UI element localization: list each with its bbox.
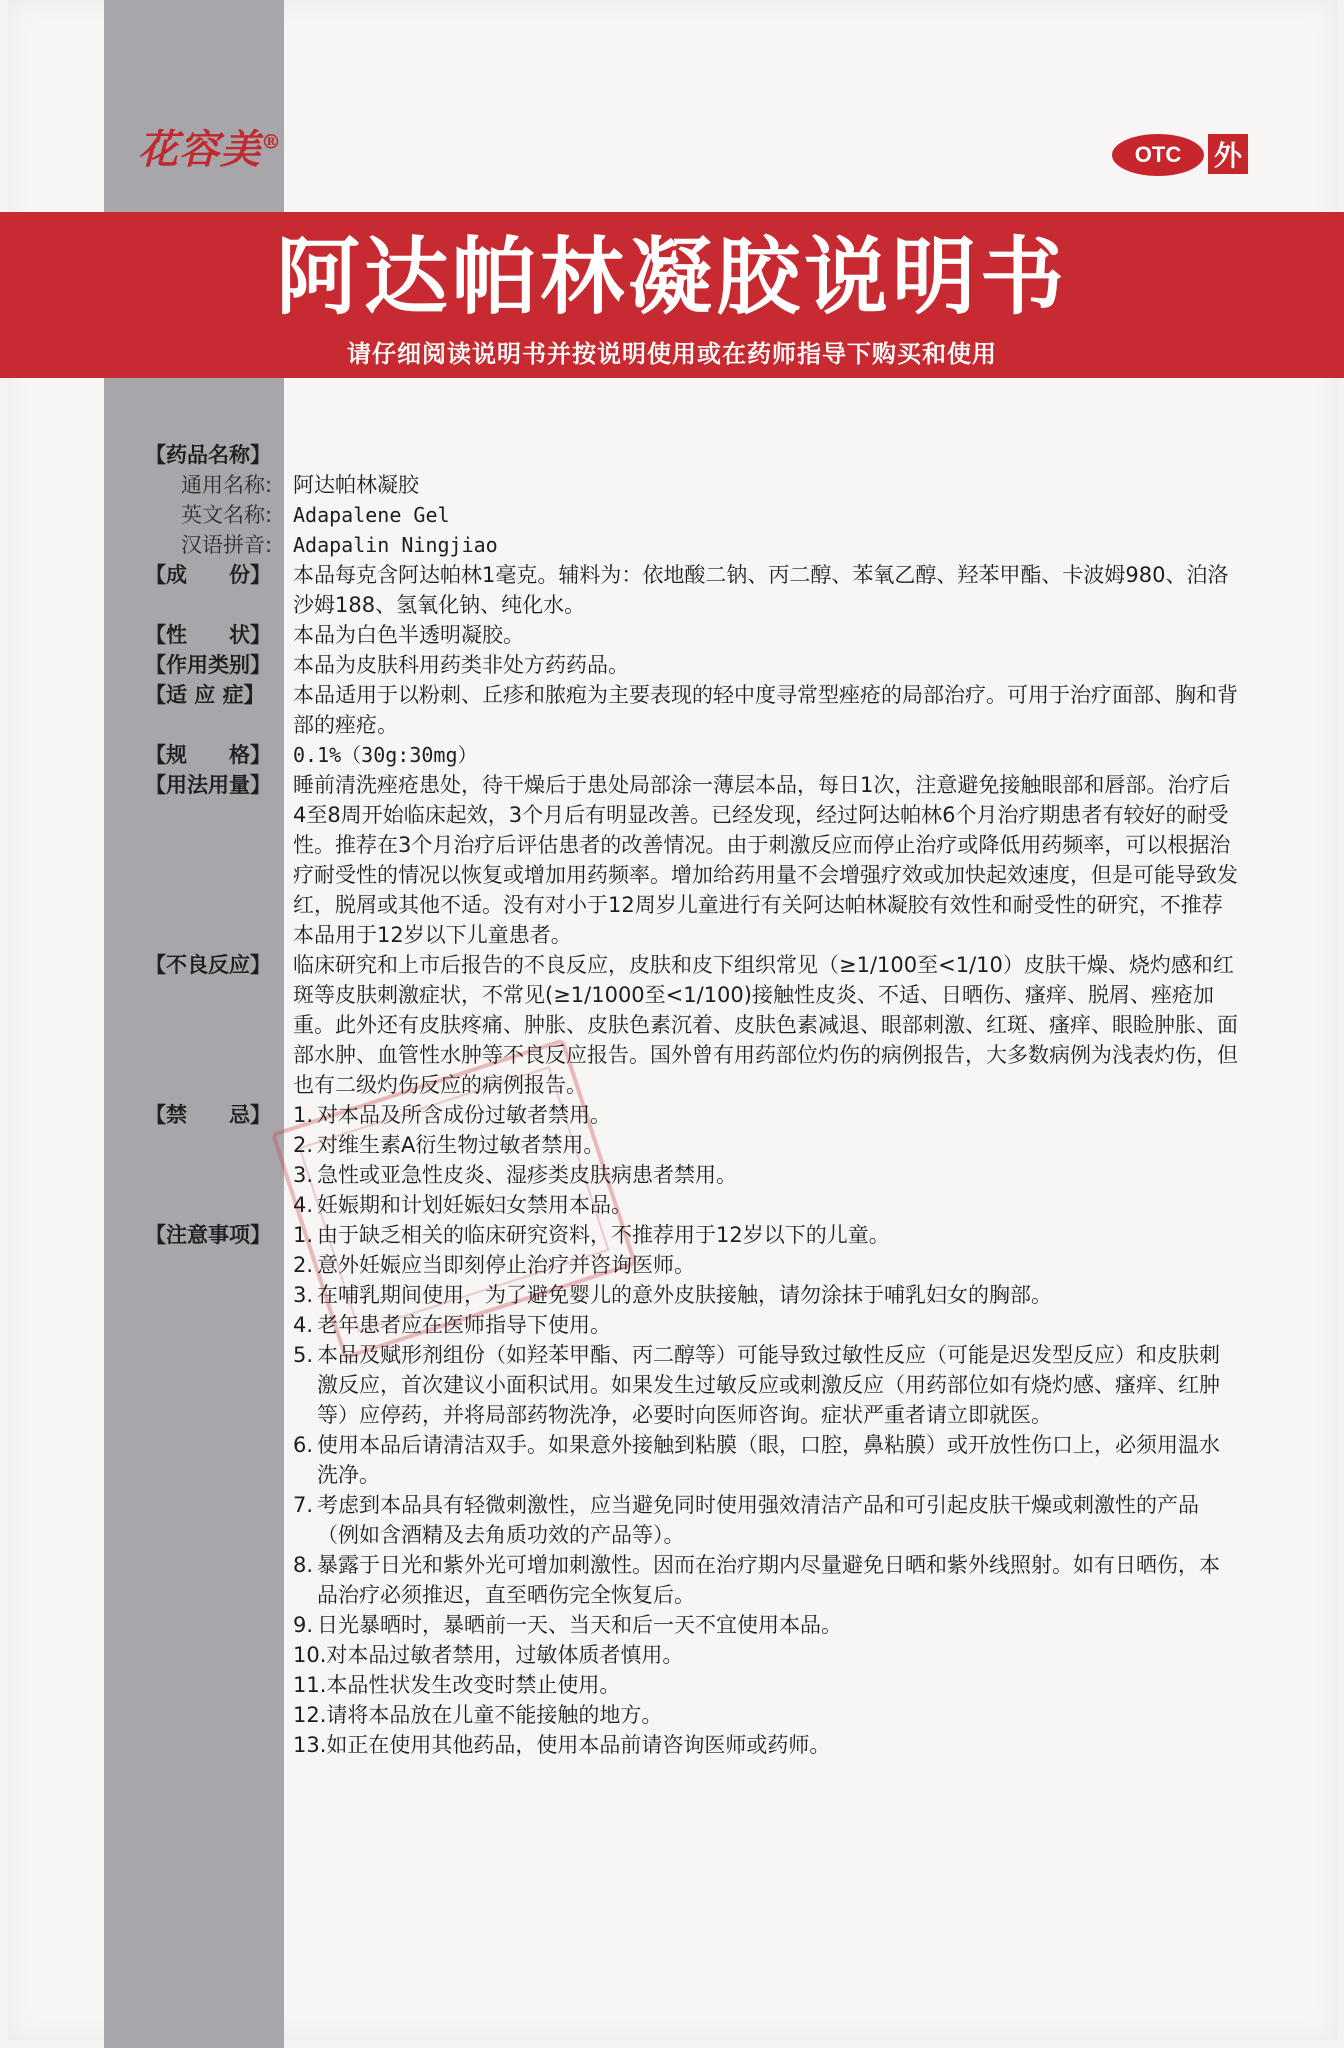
precaution-item bbox=[293, 1310, 1240, 1340]
section-ingredients bbox=[145, 560, 1240, 620]
section-label: 【禁 忌】 bbox=[145, 1103, 271, 1127]
section-contraindications bbox=[145, 1100, 1240, 1220]
precaution-item bbox=[293, 1340, 1240, 1430]
page-subtitle: 请仔细阅读说明书并按说明使用或在药师指导下购买和使用 bbox=[347, 340, 997, 368]
section-indications bbox=[145, 680, 1240, 740]
english-name-row bbox=[145, 500, 1240, 530]
list-item-number: 1. bbox=[293, 1223, 314, 1247]
brand-name: 花容美 bbox=[138, 126, 261, 173]
dosage-text: 睡前清洗痤疮患处，待干燥后于患处局部涂一薄层本品，每日1次，注意避免接触眼部和唇部。治疗后4至8周开始临床起效，3个月后有明显改善。已经发现，经过阿达帕林6个月治疗期患者有较好的耐受性。推荐在3个月治疗后评估患者的改善情况。由于刺激反应而停止治疗或降低用药频率，可以根据治疗耐受性的情况以恢复或增加用药频率。增加给药用量不会增强疗效或加快起效速度，但是可能导致发红，脱屑或其他不适。没有对小于12周岁儿童进行有关阿达帕林凝胶有效性和耐受性的研究，不推荐本品用于12岁以下儿童患者。 bbox=[293, 773, 1238, 947]
contraindication-item bbox=[293, 1130, 1240, 1160]
page-title: 阿达帕林凝胶说明书 bbox=[275, 228, 1068, 326]
section-label: 【作用类别】 bbox=[145, 653, 271, 677]
list-item-number: 2. bbox=[293, 1133, 314, 1157]
leaflet-content bbox=[145, 440, 1240, 1760]
list-item-text: 暴露于日光和紫外光可增加刺激性。因而在治疗期内尽量避免日晒和紫外线照射。如有日晒伤，本品治疗必须推迟，直至晒伤完全恢复后。 bbox=[317, 1553, 1220, 1607]
list-item-number: 1. bbox=[293, 1103, 314, 1127]
list-item-text: 日光暴晒时，暴晒前一天、当天和后一天不宜使用本品。 bbox=[317, 1613, 842, 1637]
list-item-text: 如正在使用其他药品，使用本品前请咨询医师或药师。 bbox=[326, 1733, 831, 1757]
section-category bbox=[145, 650, 1240, 680]
list-item-number: 6. bbox=[293, 1433, 314, 1457]
precaution-item bbox=[293, 1490, 1240, 1550]
section-label: 【适 应 症】 bbox=[145, 683, 265, 707]
list-item-text: 妊娠期和计划妊娠妇女禁用本品。 bbox=[317, 1193, 632, 1217]
list-item-text: 对本品及所含成份过敏者禁用。 bbox=[317, 1103, 611, 1127]
list-item-text: 对本品过敏者禁用，过敏体质者慎用。 bbox=[326, 1643, 684, 1667]
brand-logo bbox=[138, 118, 282, 175]
category-text: 本品为皮肤科用药类非处方药药品。 bbox=[293, 653, 629, 677]
section-label: 【性 状】 bbox=[145, 623, 271, 647]
precaution-item bbox=[293, 1430, 1240, 1490]
list-item-text: 请将本品放在儿童不能接触的地方。 bbox=[326, 1703, 663, 1727]
common-name-label: 通用名称: bbox=[181, 473, 273, 497]
list-item-number: 9. bbox=[293, 1613, 314, 1637]
section-label: 【成 份】 bbox=[145, 563, 271, 587]
list-item-number: 12. bbox=[293, 1703, 327, 1727]
precaution-item bbox=[293, 1250, 1240, 1280]
section-label: 【规 格】 bbox=[145, 743, 271, 767]
list-item-number: 11. bbox=[293, 1673, 327, 1697]
list-item-number: 13. bbox=[293, 1733, 327, 1757]
common-name-value: 阿达帕林凝胶 bbox=[293, 473, 419, 497]
english-name-value: Adapalene Gel bbox=[293, 503, 450, 527]
list-item-number: 3. bbox=[293, 1283, 314, 1307]
ingredients-text: 本品每克含阿达帕林1毫克。辅料为：依地酸二钠、丙二醇、苯氧乙醇、羟苯甲酯、卡波姆980、泊洛沙姆188、氢氧化钠、纯化水。 bbox=[293, 563, 1229, 617]
contraindication-item bbox=[293, 1190, 1240, 1220]
registered-mark: ® bbox=[261, 129, 282, 154]
specification-text: 0.1%（30g:30mg） bbox=[293, 743, 478, 767]
list-item-number: 4. bbox=[293, 1193, 314, 1217]
precaution-item bbox=[293, 1640, 1240, 1670]
pinyin-row bbox=[145, 530, 1240, 560]
precaution-item bbox=[293, 1610, 1240, 1640]
list-item-text: 本品及赋形剂组份（如羟苯甲酯、丙二醇等）可能导致过敏性反应（可能是迟发型反应）和皮肤刺激反应，首次建议小面积试用。如果发生过敏反应或刺激反应（用药部位如有烧灼感、瘙痒、红肿等）应停药，并将局部药物洗净，必要时向医师咨询。症状严重者请立即就医。 bbox=[317, 1343, 1220, 1427]
list-item-number: 7. bbox=[293, 1493, 314, 1517]
list-item-text: 由于缺乏相关的临床研究资料，不推荐用于12岁以下的儿童。 bbox=[317, 1223, 890, 1247]
list-item-number: 2. bbox=[293, 1253, 314, 1277]
precautions-list bbox=[293, 1220, 1240, 1760]
list-item-text: 意外妊娠应当即刻停止治疗并咨询医师。 bbox=[317, 1253, 695, 1277]
list-item-number: 8. bbox=[293, 1553, 314, 1577]
contraindication-item bbox=[293, 1160, 1240, 1190]
section-dosage bbox=[145, 770, 1240, 950]
precaution-item bbox=[293, 1730, 1240, 1760]
list-item-number: 3. bbox=[293, 1163, 314, 1187]
list-item-number: 5. bbox=[293, 1343, 314, 1367]
appearance-text: 本品为白色半透明凝胶。 bbox=[293, 623, 524, 647]
list-item-number: 4. bbox=[293, 1313, 314, 1337]
adverse-text: 临床研究和上市后报告的不良反应，皮肤和皮下组织常见（≥1/100至<1/10）皮肤干燥、烧灼感和红斑等皮肤刺激症状，不常见(≥1/1000至<1/100)接触性皮炎、不适、日晒伤、瘙痒、脱屑、痤疮加重。此外还有皮肤疼痛、肿胀、皮肤色素沉着、皮肤色素减退、眼部刺激、红斑、瘙痒、眼睑肿胀、面部水肿、血管性水肿等不良反应报告。国外曾有用药部位灼伤的病例报告，大多数病例为浅表灼伤，但也有二级灼伤反应的病例报告。 bbox=[293, 953, 1238, 1097]
section-adverse-reactions bbox=[145, 950, 1240, 1100]
list-item-text: 本品性状发生改变时禁止使用。 bbox=[326, 1673, 621, 1697]
section-precautions bbox=[145, 1220, 1240, 1760]
list-item-number: 10. bbox=[293, 1643, 327, 1667]
list-item-text: 急性或亚急性皮炎、湿疹类皮肤病患者禁用。 bbox=[317, 1163, 737, 1187]
otc-badge: OTC bbox=[1112, 134, 1204, 176]
pinyin-label: 汉语拼音: bbox=[181, 533, 273, 557]
contraindications-list bbox=[293, 1100, 1240, 1220]
contraindication-item bbox=[293, 1100, 1240, 1130]
list-item-text: 使用本品后请清洁双手。如果意外接触到粘膜（眼，口腔，鼻粘膜）或开放性伤口上，必须用温水洗净。 bbox=[317, 1433, 1220, 1487]
common-name-row bbox=[145, 470, 1240, 500]
precaution-item bbox=[293, 1550, 1240, 1610]
section-specification bbox=[145, 740, 1240, 770]
precaution-item bbox=[293, 1280, 1240, 1310]
indications-text: 本品适用于以粉刺、丘疹和脓疱为主要表现的轻中度寻常型痤疮的局部治疗。可用于治疗面部、胸和背部的痤疮。 bbox=[293, 683, 1238, 737]
precaution-item bbox=[293, 1220, 1240, 1250]
pinyin-value: Adapalin Ningjiao bbox=[293, 533, 498, 557]
list-item-text: 考虑到本品具有轻微刺激性，应当避免同时使用强效清洁产品和可引起皮肤干燥或刺激性的产品（例如含酒精及去角质功效的产品等）。 bbox=[317, 1493, 1199, 1547]
english-name-label: 英文名称: bbox=[181, 503, 273, 527]
section-drug-name bbox=[145, 440, 1240, 470]
list-item-text: 对维生素A衍生物过敏者禁用。 bbox=[317, 1133, 605, 1157]
list-item-text: 老年患者应在医师指导下使用。 bbox=[317, 1313, 611, 1337]
external-use-badge: 外 bbox=[1208, 134, 1248, 174]
section-label: 【注意事项】 bbox=[145, 1223, 271, 1247]
section-label: 【药品名称】 bbox=[145, 443, 271, 467]
section-appearance bbox=[145, 620, 1240, 650]
section-label: 【不良反应】 bbox=[145, 953, 271, 977]
precaution-item bbox=[293, 1700, 1240, 1730]
list-item-text: 在哺乳期间使用，为了避免婴儿的意外皮肤接触，请勿涂抹于哺乳妇女的胸部。 bbox=[317, 1283, 1052, 1307]
section-label: 【用法用量】 bbox=[145, 773, 271, 797]
precaution-item bbox=[293, 1670, 1240, 1700]
